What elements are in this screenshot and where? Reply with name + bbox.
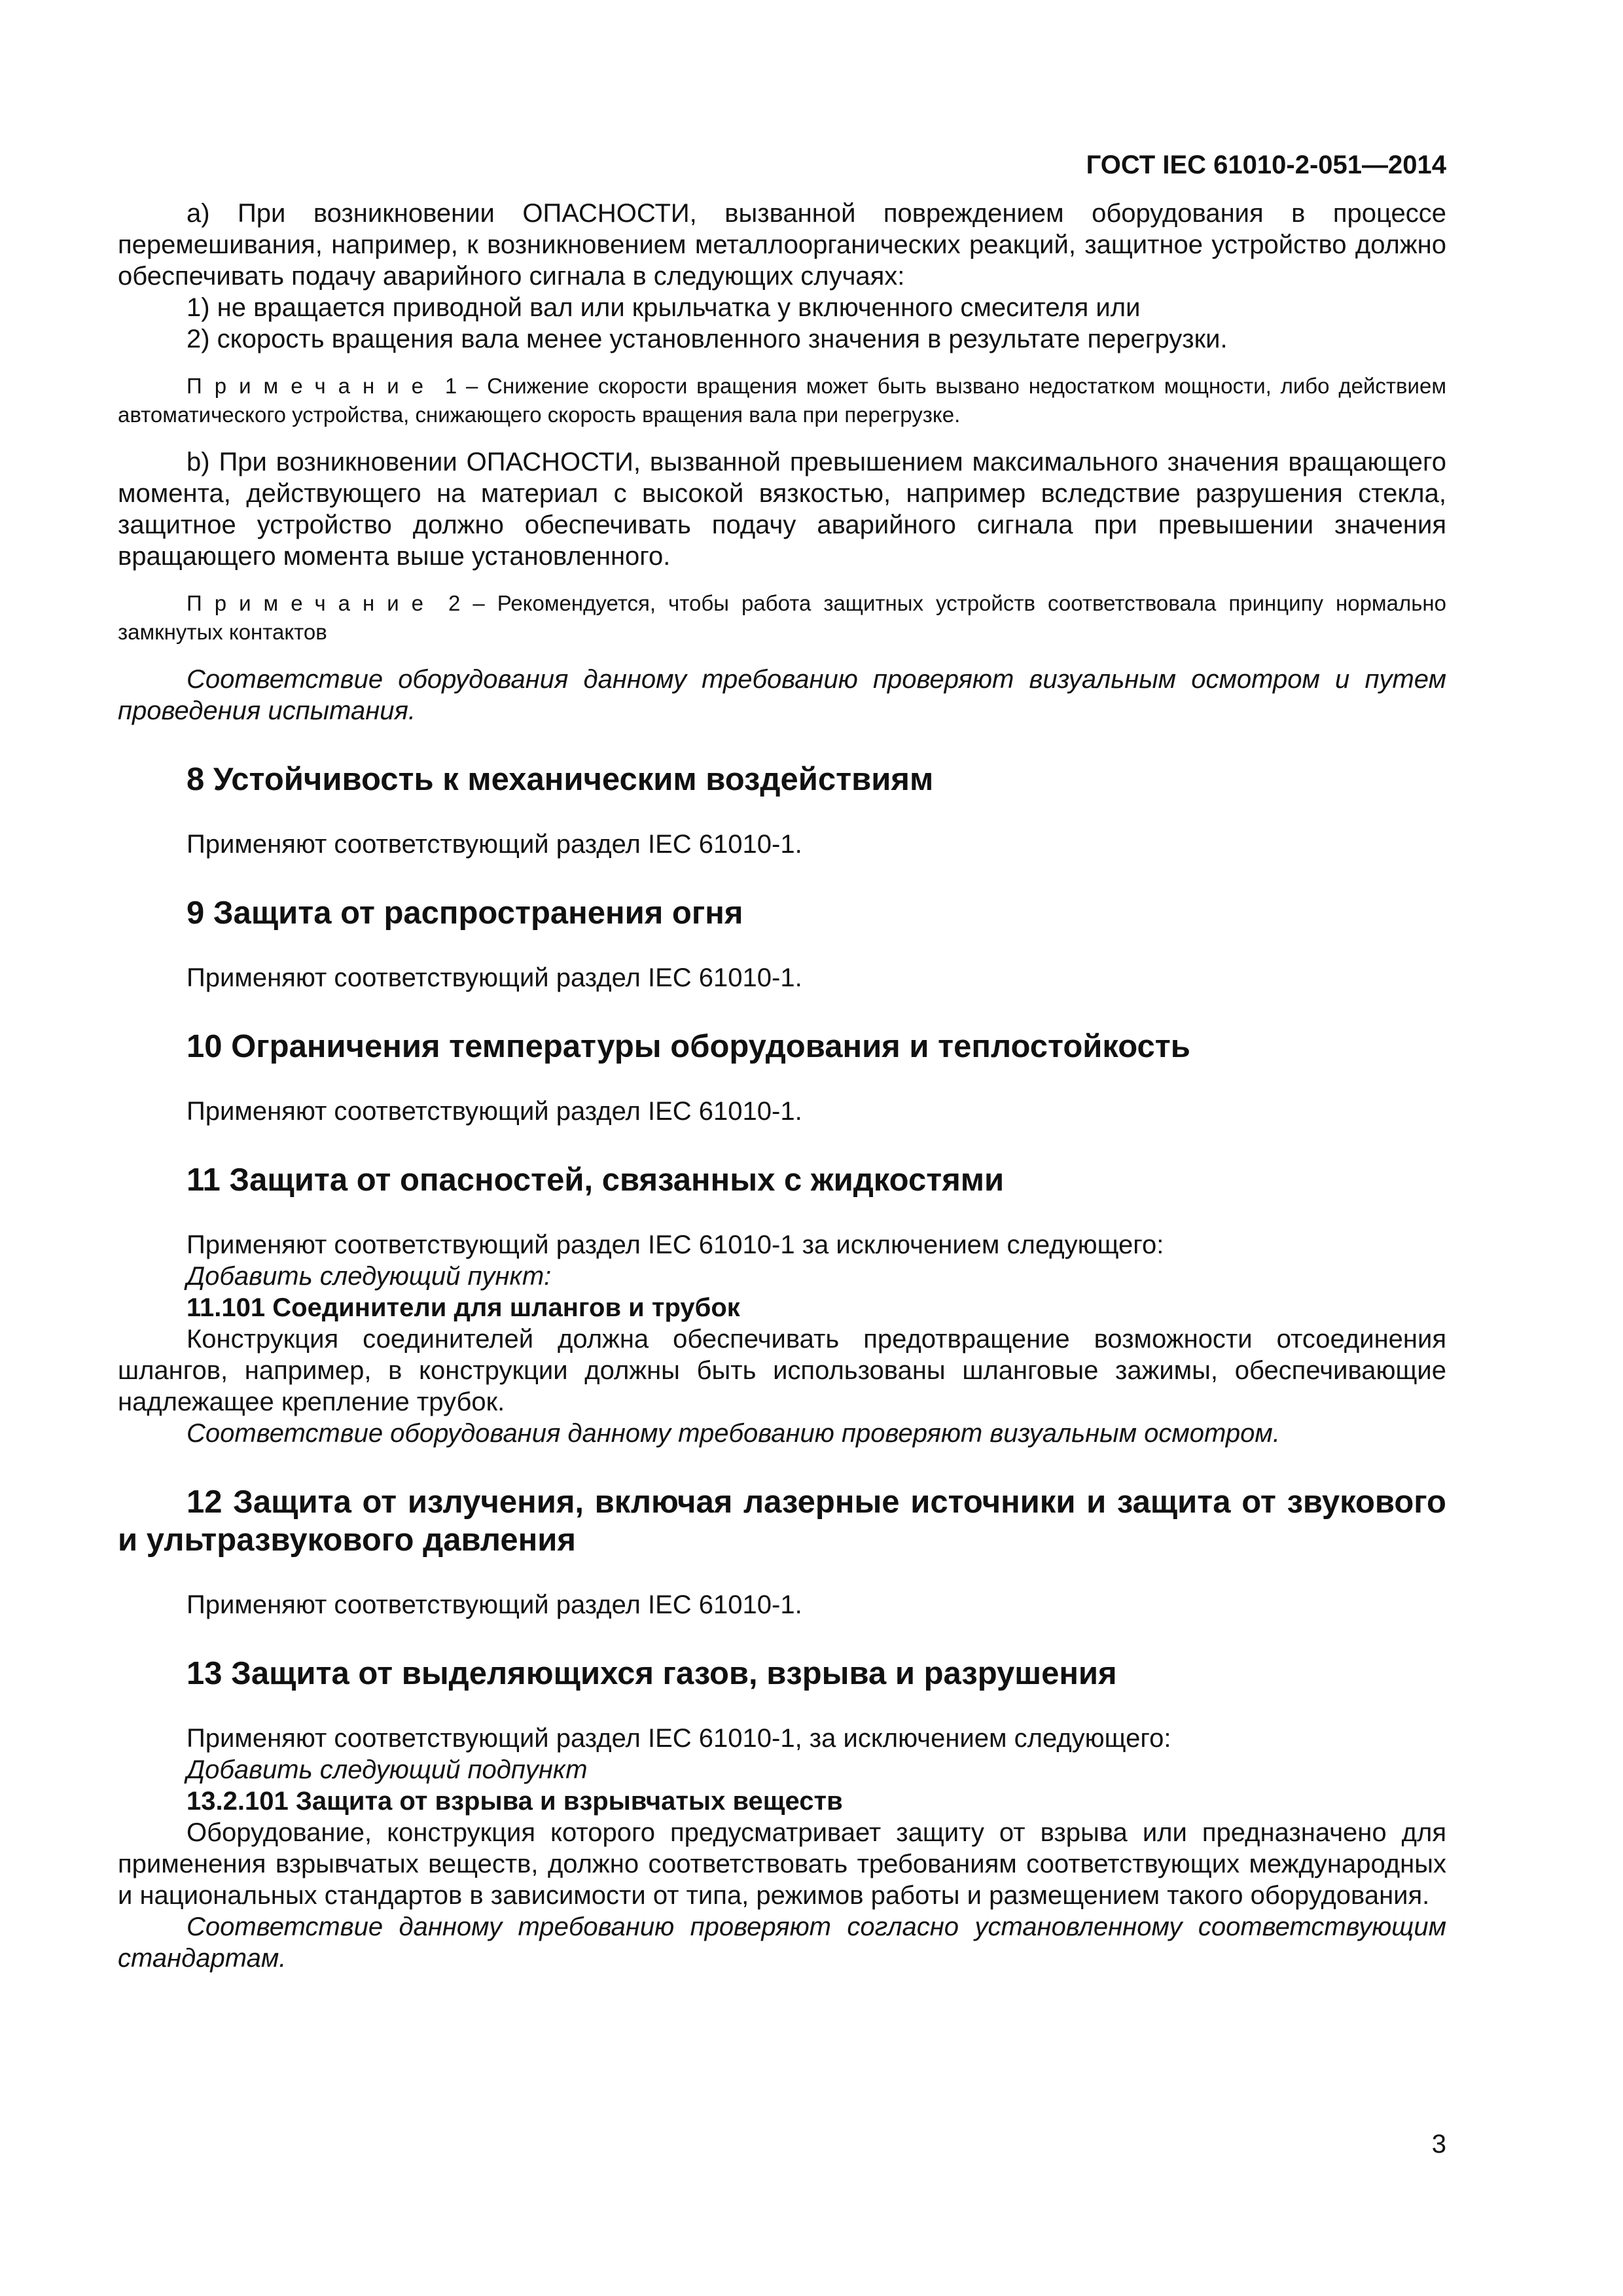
section-11-heading: 11 Защита от опасностей, связанных с жидкостями xyxy=(187,1162,1005,1198)
subsection-11-101-heading: 11.101 Соединители для шлангов и трубок xyxy=(187,1293,740,1322)
section-10-text: Применяют соответствующий раздел IEC 61010-1. xyxy=(187,1097,802,1126)
subsection-13-2-101-compliance: Соответствие данному требованию проверяют согласно установленному соответствующим стандартам. xyxy=(118,1912,1446,1973)
document-code-header: ГОСТ IEC 61010-2-051—2014 xyxy=(1086,151,1446,179)
subsection-11-101-compliance: Соответствие оборудования данному требованию проверяют визуальным осмотром. xyxy=(187,1419,1280,1448)
condition-1: 1) не вращается приводной вал или крыльчатка у включенного смесителя или xyxy=(187,293,1141,322)
note-1 xyxy=(118,372,1446,429)
section-11-text: Применяют соответствующий раздел IEC 61010-1 за исключением следующего: xyxy=(187,1230,1164,1259)
section-9-text: Применяют соответствующий раздел IEC 61010-1. xyxy=(187,963,802,992)
section-10-heading: 10 Ограничения температуры оборудования и теплостойкость xyxy=(187,1029,1190,1064)
page-content xyxy=(118,143,1446,1974)
section-13-text: Применяют соответствующий раздел IEC 61010-1, за исключением следующего: xyxy=(187,1724,1171,1753)
note-2-label: Примечание xyxy=(187,591,437,615)
item-a-paragraph: a) При возникновении ОПАСНОСТИ, вызванной повреждением оборудования в процессе перемешивания, например, к возникновением металлоорганических реакций, защитное устройство должно обеспечивать подачу аварийного сигнала в следующих случаях: xyxy=(118,199,1446,291)
section-9-heading: 9 Защита от распространения огня xyxy=(187,895,743,931)
section-12-text: Применяют соответствующий раздел IEC 61010-1. xyxy=(187,1590,802,1619)
subsection-11-101-body: Конструкция соединителей должна обеспечивать предотвращение возможности отсоединения шлангов, например, в конструкции должны быть использованы шланговые зажимы, обеспечивающие надлежащее крепление трубок. xyxy=(118,1325,1446,1416)
section-13-heading: 13 Защита от выделяющихся газов, взрыва и разрушения xyxy=(187,1656,1117,1691)
subsection-13-2-101-body: Оборудование, конструкция которого предусматривает защиту от взрыва или предназначено для применения взрывчатых веществ, должно соответствовать требованиям соответствующих международных и национальных стандартов в зависимости от типа, режимов работы и размещением такого оборудования. xyxy=(118,1818,1446,1910)
section-13-add-instruction: Добавить следующий подпункт xyxy=(187,1755,588,1784)
item-b-paragraph: b) При возникновении ОПАСНОСТИ, вызванной превышением максимального значения вращающего момента, действующего на материал с высокой вязкостью, например вследствие разрушения стекла, защитное устройство должно обеспечивать подачу аварийного сигнала при превышении значения вращающего момента выше установленного. xyxy=(118,448,1446,571)
condition-2: 2) скорость вращения вала менее установленного значения в результате перегрузки. xyxy=(187,325,1228,353)
note-1-label: Примечание xyxy=(187,374,437,398)
section-8-heading: 8 Устойчивость к механическим воздействиям xyxy=(187,762,934,797)
section-11-add-instruction: Добавить следующий пункт: xyxy=(187,1262,552,1291)
section-12-heading: 12 Защита от излучения, включая лазерные источники и защита от звукового и ультразвукового давления xyxy=(118,1484,1446,1558)
compliance-check-intro: Соответствие оборудования данному требованию проверяют визуальным осмотром и путем проведения испытания. xyxy=(118,665,1446,725)
page-number: 3 xyxy=(1431,2130,1446,2159)
note-2 xyxy=(118,589,1446,647)
note-1-text: 1 – Снижение скорости вращения может быть вызвано недостатком мощности, либо действием автоматического устройства, снижающего скорость вращения вала при перегрузке. xyxy=(118,374,1447,427)
subsection-13-2-101-heading: 13.2.101 Защита от взрыва и взрывчатых веществ xyxy=(187,1787,843,1816)
section-8-text: Применяют соответствующий раздел IEC 61010-1. xyxy=(187,830,802,859)
note-2-text: 2 – Рекомендуется, чтобы работа защитных устройств соответствовала принципу нормально замкнутых контактов xyxy=(118,591,1446,644)
